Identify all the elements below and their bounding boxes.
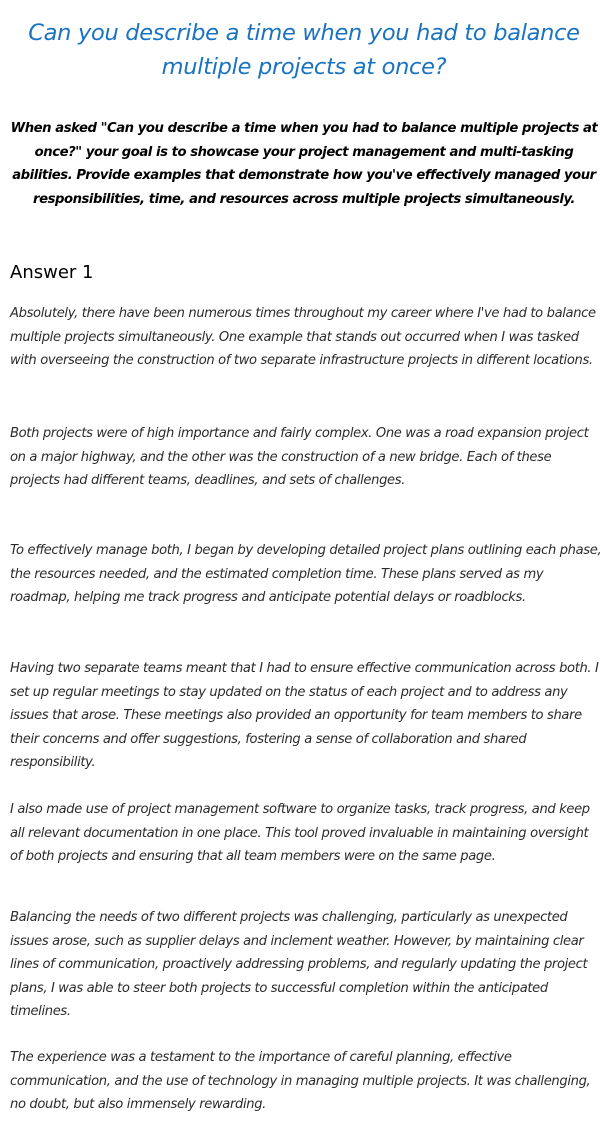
answer-paragraph: Having two separate teams meant that I had to ensure effective communication across both. I set up regular meetings to stay updated on the status of each project and to address any issues that arose. These meetings also provided an opportunity for team members to share their concerns and offer suggestions, fostering a sense of collaboration and shared responsibility. xyxy=(10,661,599,770)
answer-heading: Answer 1 xyxy=(10,262,94,283)
answer-paragraph: Both projects were of high importance and fairly complex. One was a road expansion project on a major highway, and the other was the construction of a new bridge. Each of these projects had different teams, deadlines, and sets of challenges. xyxy=(10,426,589,488)
page-title: Can you describe a time when you had to balance multiple projects at once? xyxy=(28,20,580,80)
intro-text: When asked "Can you describe a time when you had to balance multiple projects at once?" your goal is to showcase your project management and multi-tasking abilities. Provide examples that demonstrate how you've effectively managed your responsibilities, time, and resources across multiple projects simultaneously. xyxy=(10,121,598,207)
answer-paragraph: To effectively manage both, I began by developing detailed project plans outlining each phase, the resources needed, and the estimated completion time. These plans served as my roadmap, helping me track progress and anticipate potential delays or roadblocks. xyxy=(10,543,602,605)
answer-paragraph: Balancing the needs of two different projects was challenging, particularly as unexpected issues arose, such as supplier delays and inclement weather. However, by maintaining clear lines of communication, proactively addressing problems, and regularly updating the project plans, I was able to steer both projects to successful completion within the anticipated timelines. xyxy=(10,910,588,1019)
answer-paragraph: The experience was a testament to the importance of careful planning, effective communication, and the use of technology in managing multiple projects. It was challenging, no doubt, but also immensely rewarding. xyxy=(10,1050,591,1112)
answer-paragraph: I also made use of project management software to organize tasks, track progress, and keep all relevant documentation in one place. This tool proved invaluable in maintaining oversight of both projects and ensuring that all team members were on the same page. xyxy=(10,802,590,864)
answer-paragraph: Absolutely, there have been numerous times throughout my career where I've had to balance multiple projects simultaneously. One example that stands out occurred when I was tasked with overseeing the construction of two separate infrastructure projects in different locations. xyxy=(10,306,596,368)
